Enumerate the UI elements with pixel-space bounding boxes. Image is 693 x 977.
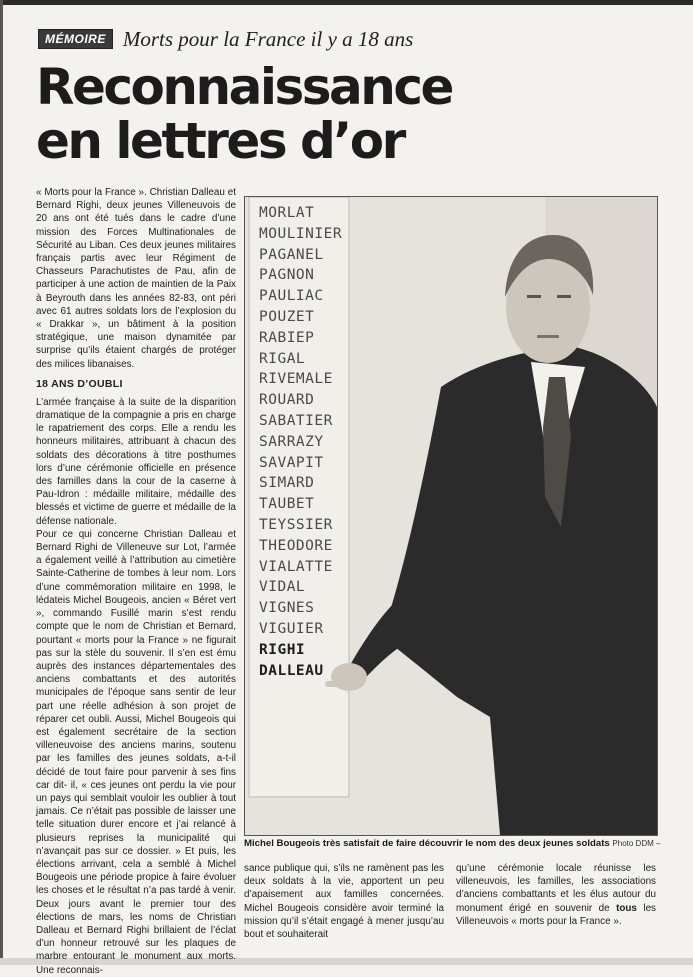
main-text-column	[36, 186, 236, 977]
stele-name: RABIEP	[259, 329, 315, 346]
paragraph-bougeois: Pour ce qui concerne Christian Dalleau et Bernard Righi de Villeneuve sur Lot, l’armée a également veillé à l’attribution au cimetière Sainte-Catherine de tombes à leur nom. Lors d’une commémoration militaire en 1998, le lédateis Michel Bougeois, ancien « Béret vert », commando Fusillé marin s’est rendu compte que le nom de Christian et Bernard, pourtant « morts pour la France » ne figurait pas sur la stèle du souvenir. Il s’en est ému auprès des instances départementales des anciens combattants et des autorités municipales de l’époque sans sentir de leur part une réelle adhésion à son projet de réparer cet oubli. Aussi, Michel Bougeois qui est également secrétaire de la section villeneuvoise des anciens marins, soutenu par les familles des jeunes soldats, a-t-il décidé de tout faire pour parvenir à ses fins car dit- il, « ces jeunes ont perdu la vie pour un pays qui semblait vouloir les oublier à tout jamais. Ce n’était pas possible de laisser une telle situation durer encore et j’ai relancé à plusieurs reprises la municipalité qui n’avançait pas sur ce dossier. » Et puis, les élections arrivant, cela a semblé à Michel Bougeois une période propice à faire évoluer les choses et le résultat n’a pas tardé à venir. Deux jours avant le premier tour des élections de mars, les noms de Christian Dalleau et Bernard Righi brillaient de l’éclat d’un honneur retrouvé sur les plaques de marbre entourant le monument aux morts. Une reconnais-	[36, 528, 236, 976]
stele-name: SIMARD	[259, 475, 315, 492]
stele-name: VIGUIER	[259, 620, 324, 637]
page-edge-top	[0, 0, 693, 5]
article-header	[38, 26, 413, 52]
photo-credit: Photo DDM –	[612, 839, 661, 848]
stele-name: VIDAL	[259, 579, 306, 596]
kicker-line: Morts pour la France il y a 18 ans	[122, 26, 414, 51]
paragraph-army: L’armée française à la suite de la disparition dramatique de la compagnie a pris en charge le rapatriement des corps. Elle a rendu les honneurs militaires, attribuant à chacun des soldats des décorations à titre posthumes lors d’une cérémonie officielle en présence des familles dans la cour de la caserne à Pau-Idron : médaille militaire, médaille des blessés et victime de guerre et médaille de la défense nationale.	[36, 396, 236, 527]
bottom-column-left	[244, 862, 444, 941]
stele-name: VIGNES	[259, 600, 315, 617]
stele-name: TAUBET	[259, 496, 315, 513]
headline	[36, 60, 456, 168]
stele-name: RIVEMALE	[259, 371, 333, 388]
rubric-badge: MÉMOIRE	[38, 29, 113, 49]
page-edge-left	[0, 0, 3, 965]
closing-text-start: qu’une cérémonie locale réunisse les villeneuvois, les familles, les associations d’anciens combattants et les élus autour du monument érigé en souvenir de	[456, 863, 656, 914]
stele-name: SABATIER	[259, 412, 333, 429]
stele-name: TEYSSIER	[259, 516, 333, 533]
stele-name: VIALATTE	[259, 558, 333, 575]
stele-name: PAULIAC	[259, 288, 324, 305]
headline-line-1: Reconnaissance	[36, 58, 452, 116]
photo-caption	[244, 838, 661, 850]
stele-name: THEODORE	[259, 537, 333, 554]
stele-name: ROUARD	[259, 392, 315, 409]
stele-name-righi: RIGHI	[259, 641, 306, 658]
headline-line-2: en lettres d’or	[36, 112, 404, 170]
paragraph-closing	[456, 862, 656, 928]
stele-name: SAVAPIT	[259, 454, 324, 471]
subheading: 18 ANS D’OUBLI	[36, 377, 123, 390]
bottom-column-right	[456, 862, 656, 928]
paragraph-continuation: sance publique qui, s’ils ne ramènent pas les deux soldats à la vie, apportent un peu d’apaisement aux familles concernées. Michel Bougeois considère avoir terminé la mission qu’il s’était engagé à mener jusqu’au bout et souhaiterait	[244, 863, 444, 941]
closing-text-end: les Villeneuvois « morts pour la France ».	[456, 902, 656, 927]
stele-name: RIGAL	[259, 350, 306, 367]
stele-name: MORLAT	[259, 205, 315, 221]
closing-text-emphasis: tous	[616, 902, 637, 914]
article-photo	[244, 196, 658, 836]
stele-name: MOULINIER	[259, 225, 343, 242]
caption-text: Michel Bougeois très satisfait de faire découvrir le nom des deux jeunes soldats	[244, 838, 610, 849]
stele-name-list	[259, 203, 379, 681]
stele-name-dalleau: DALLEAU	[259, 662, 324, 679]
stele-name: POUZET	[259, 308, 315, 325]
stele-name: PAGNON	[259, 267, 315, 284]
paragraph-intro: « Morts pour la France ». Christian Dalleau et Bernard Righi, deux jeunes Villeneuvois de 20 ans ont été tués dans le cadre d’une mission des Forces Multinationales de Sécurité au Liban. Ces deux jeunes militaires français partis avec leur Régiment de Chasseurs Parachutistes de Pau, afin de participer à une action de maintien de la Paix à Beyrouth dans les années 82-83, ont péri avec 61 autres soldats lors de l’explosion du « Drakkar », un bâtiment à la position stratégique, une maison dynamitée par surprise qu’ils étaient chargés de protéger des milices libanaises.	[36, 187, 236, 370]
stele-name: SARRAZY	[259, 433, 324, 450]
stele-name: PAGANEL	[259, 246, 324, 263]
